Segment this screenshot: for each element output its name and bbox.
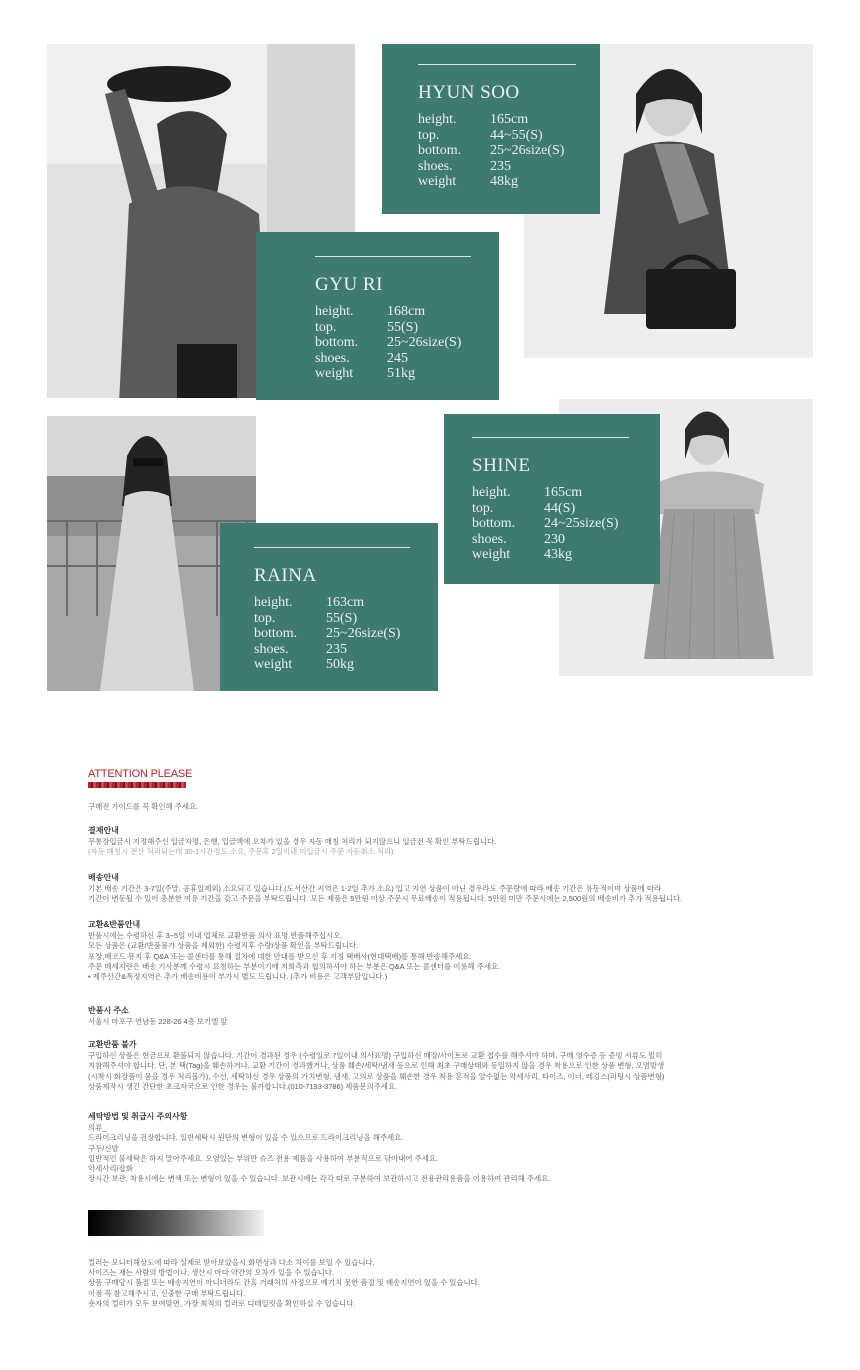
grayscale-calibration-bar bbox=[88, 1210, 264, 1236]
spec-value: 55(S) bbox=[326, 610, 358, 626]
section-payment bbox=[88, 826, 496, 858]
spec-value: 25~26size(S) bbox=[326, 626, 401, 641]
attention-intro bbox=[88, 802, 198, 812]
spec-value: 245 bbox=[387, 350, 408, 366]
spec-label: top. bbox=[418, 127, 440, 143]
section-shipping bbox=[88, 873, 682, 905]
section-line: 서울시 마포구 연남동 228-26 4층 보기엘 앞 bbox=[88, 1017, 228, 1027]
footer-line: 상품 구매당시 품절 또는 배송지연이 아니더라도 간혹 거래처의 사정으로 예기치 못한 품절 및 배송지연이 있을 수 있습니다. bbox=[88, 1278, 480, 1288]
attention-underline bbox=[88, 782, 186, 788]
section-care bbox=[88, 1112, 550, 1184]
spec-label: top. bbox=[472, 500, 494, 516]
section-heading: 교환반품 불가 bbox=[88, 1040, 137, 1049]
spec-label: shoes. bbox=[472, 531, 507, 547]
spec-label: height. bbox=[472, 485, 511, 500]
section-line: 드라이크리닝을 권장합니다. 일반세탁시 원단의 변형이 있을 수 있으므로 드라이크리닝을 해주세요. bbox=[88, 1133, 404, 1143]
section-heading: 반품시 주소 bbox=[88, 1006, 129, 1015]
model-card-raina bbox=[220, 523, 438, 691]
section-heading: 세탁방법 및 취급시 주의사항 bbox=[88, 1112, 188, 1121]
spec-label: bottom. bbox=[472, 516, 516, 531]
section-line: 상품제작시 생긴 간단한 초크자국으로 인한 경우는 불가합니다.(010-7193-3786) 제품문의주세요. bbox=[88, 1081, 398, 1091]
spec-label: shoes. bbox=[418, 158, 453, 174]
section-line: 장시간 보관, 착용시에는 변색 또는 변형이 있을 수 있습니다. 보관시에는 각각 따로 구분하여 보관하시고 전용관리용품을 이용하여 관리해 주세요. bbox=[88, 1174, 551, 1184]
attention-title: ATTENTION PLEASE bbox=[88, 768, 193, 780]
model-name: HYUN SOO bbox=[418, 82, 520, 103]
spec-label: height. bbox=[254, 595, 293, 610]
section-line: • 제주산간&특정지역은 추가 배송비용이 부가시 별도 드립니다. (추가 비용은 고객부담입니다.) bbox=[88, 972, 388, 982]
spec-value: 235 bbox=[326, 641, 347, 657]
footer-line: 이점 꼭 참고해주시고, 신중한 구매 부탁드립니다. bbox=[88, 1288, 246, 1298]
spec-value: 44~55(S) bbox=[490, 127, 543, 143]
section-line: (시착시 화장품이 묻을 경우 처리불가), 수선, 세탁하신 경우 상품의 가치변형, 냄새, 고의로 상품을 훼손한 경우 착용 흔적을 알수없는 악세사리, 타이즈, 이너, 레깅스(퍼팅시 상품변형) bbox=[88, 1071, 665, 1081]
spec-label: height. bbox=[315, 304, 354, 319]
footer-line: 사이즈는 재는 사람의 방법이나, 생산시 마다 약간의 오차가 있을 수 있습니다. bbox=[88, 1268, 334, 1278]
footer-line: 숏자의 컬러가 모두 보여맞면, 가장 최적의 컬러로 디테일컷을 확인하실 수 있습니다. bbox=[88, 1298, 356, 1308]
spec-label: shoes. bbox=[315, 350, 350, 366]
spec-label: height. bbox=[418, 112, 457, 127]
spec-value: 25~26size(S) bbox=[490, 143, 565, 158]
spec-value: 235 bbox=[490, 158, 511, 174]
model-name: RAINA bbox=[254, 565, 317, 586]
spec-value: 50kg bbox=[326, 657, 354, 672]
footer-notes bbox=[88, 1258, 480, 1309]
spec-value: 51kg bbox=[387, 366, 415, 381]
spec-label: shoes. bbox=[254, 641, 289, 657]
section-return-address bbox=[88, 1006, 227, 1027]
spec-value: 168cm bbox=[387, 304, 426, 319]
spec-label: weight bbox=[315, 366, 354, 381]
spec-value: 230 bbox=[544, 531, 565, 547]
section-line: 의류_ bbox=[88, 1123, 107, 1133]
section-line: 주문 메세지란은 배송 기사분께 수령시 요청하는 부분이기에 저희측과 협의하셔야 하는 부분은 Q&A 또는 콜센터를 이용해 주세요. bbox=[88, 961, 501, 971]
spec-value: 48kg bbox=[490, 174, 518, 189]
spec-label: top. bbox=[315, 319, 337, 335]
section-no-exchange bbox=[88, 1040, 664, 1092]
grayscale-scale-marks: · · · · · · · · · · · · · · · · · · · · bbox=[88, 1239, 264, 1243]
section-line: 구두/신발 bbox=[88, 1143, 119, 1153]
section-heading: 교환&반품안내 bbox=[88, 920, 141, 929]
section-line: 일반적인 물세탁은 하지 말아주세요. 오염있는 부위만 슈즈 전용 제품을 사용하여 부분적으로 닦아내어 주세요. bbox=[88, 1153, 439, 1163]
spec-label: weight bbox=[254, 657, 293, 672]
spec-value: 44(S) bbox=[544, 500, 576, 516]
section-line: 포장,배코드 뮤지 후 Q&A 또는 콜센터를 통해 절차에 대한 안내를 받으신 후 지정 택배사(현대택배)를 통해 반송해주세요. bbox=[88, 951, 472, 961]
section-line: 기본 배송 기간은 3-7일(주말, 공휴일제외) 소요되고 있습니다.(도서산간 지역은 1-2일 추가 소요) 입고 지연 상품이 아닌 경우라도 주문량에 따라 배송 기간은 유동적이며 상품에 따라 bbox=[88, 884, 662, 894]
footer-line: 컬러는 모니터해상도에 따라 실제로 받아보았을시 화면상과 다소 차이를 보일 수 있습니다. bbox=[88, 1258, 375, 1267]
spec-label: bottom. bbox=[254, 626, 298, 641]
spec-value: 165cm bbox=[544, 485, 583, 500]
spec-value: 25~26size(S) bbox=[387, 335, 462, 350]
section-line: 모든 상품은 (교환/반품불가 상품을 제외한) 수령직후 수량/상품 확인을 부탁드립니다. bbox=[88, 941, 359, 951]
spec-label: weight bbox=[472, 547, 511, 562]
section-heading: 결제안내 bbox=[88, 826, 119, 835]
section-line: 지참해주셔야 합니다. 단, 본 택(Tag)을 훼손하거나, 교환 기간이 경과했거나, 상품 훼손/세탁/냄새 등으로 인해 최초 구매상태와 동일하지 않을 경우 착용으로 인한 상품 변형, 오염발생 bbox=[88, 1061, 665, 1071]
spec-value: 24~25size(S) bbox=[544, 516, 619, 531]
spec-label: bottom. bbox=[418, 143, 462, 158]
section-line: (자동 매칭시 전산 처리되는데 30-1시간정도 소요, 주문후 2일이내 미입금시 주문 자동취소 처리) bbox=[88, 847, 394, 857]
spec-value: 165cm bbox=[490, 112, 529, 127]
section-line: 구입하신 상품은 현금으로 환불되지 않습니다. 기간이 경과된 경우 (수령일로 7일이내 의사표명) 구입하신 매장/사이트로 교환 접수를 해주셔야 하며, 구매 영수증 등 증빙 서류도 빌히 bbox=[88, 1051, 663, 1061]
spec-value: 163cm bbox=[326, 595, 365, 610]
section-heading: 배송안내 bbox=[88, 873, 119, 882]
model-card-shine bbox=[444, 414, 660, 584]
section-exchange bbox=[88, 920, 500, 982]
spec-label: top. bbox=[254, 610, 276, 626]
intro-text: 구매전 가이드를 꼭 확인해 주세요. bbox=[88, 802, 199, 811]
section-line: 기간이 변동될 수 있어 충분한 여유 기간을 갖고 주문을 부탁드립니다. 모든 제품은 5만원 이상 주문시 무료배송이 적용됩니다. 5만원 미만 주문시에는 2,500원의 배송비가 추가 적용됩니다. bbox=[88, 894, 683, 904]
spec-label: weight bbox=[418, 174, 457, 189]
section-line: 반품시에는 수령하신 후 3~5일 이내 업체로 교환반품 의사 표명 반품해주십시오. bbox=[88, 931, 343, 941]
section-line: 무통장입금시 지정해주신 입금자명, 은행, 입금액에 오차가 있을 경우 자동 매칭 처리가 되지않으니 입금전 꼭 확인 부탁드립니다. bbox=[88, 837, 497, 847]
section-line: 악세사리/잡화 bbox=[88, 1164, 133, 1174]
spec-value: 43kg bbox=[544, 547, 572, 562]
spec-value: 55(S) bbox=[387, 319, 419, 335]
spec-label: bottom. bbox=[315, 335, 359, 350]
model-name: SHINE bbox=[472, 455, 531, 476]
model-card-gyuri bbox=[256, 232, 499, 400]
model-card-hyunsoo bbox=[382, 44, 600, 214]
model-name: GYU RI bbox=[315, 274, 383, 295]
